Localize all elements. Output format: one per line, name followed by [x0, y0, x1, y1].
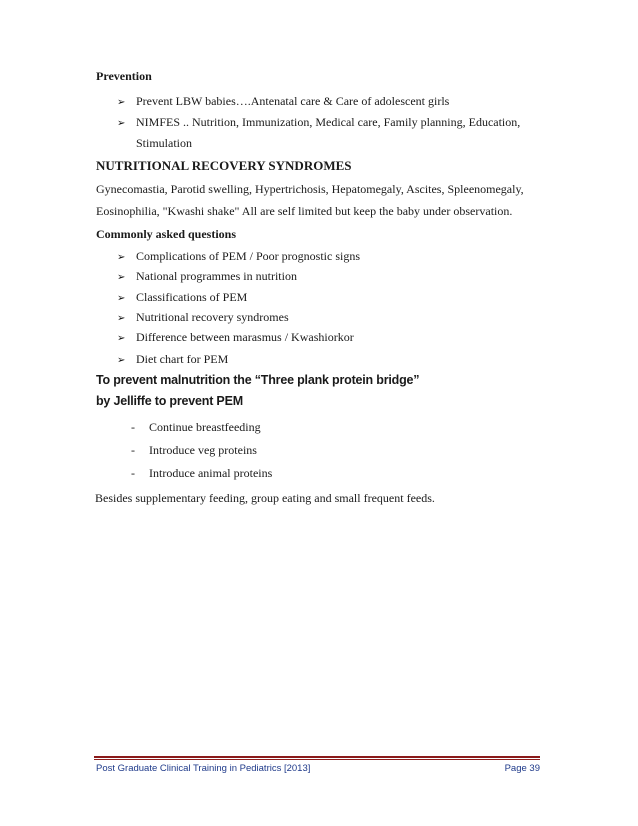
plank-item	[131, 443, 257, 458]
plank-item-text: Introduce veg proteins	[149, 443, 257, 457]
plank-item-text: Introduce animal proteins	[149, 466, 273, 480]
arrow-bullet-icon: ➢	[117, 333, 126, 344]
question-item	[117, 330, 354, 345]
arrow-bullet-icon: ➢	[117, 252, 126, 263]
question-text: Diet chart for PEM	[136, 352, 229, 366]
footer-title: Post Graduate Clinical Training in Pediatrics [2013]	[96, 763, 311, 774]
question-text: Nutritional recovery syndromes	[136, 310, 289, 324]
footer-rule-thin	[94, 759, 540, 760]
plank-item-text: Continue breastfeeding	[149, 420, 261, 434]
question-text: Classifications of PEM	[136, 290, 248, 304]
recovery-heading: NUTRITIONAL RECOVERY SYNDROMES	[96, 158, 352, 173]
prevention-bullet-continuation: Stimulation	[136, 136, 193, 150]
question-item	[117, 290, 247, 305]
prevention-bullet-1	[117, 94, 449, 109]
plank-heading-line-2: by Jelliffe to prevent PEM	[96, 394, 243, 408]
prevention-bullet-text: NIMFES .. Nutrition, Immunization, Medical care, Family planning, Education,	[136, 115, 521, 129]
question-item	[117, 269, 297, 284]
question-item	[117, 249, 360, 264]
dash-marker: -	[131, 466, 135, 480]
prevention-bullet-2	[117, 115, 520, 130]
prevention-bullet-text: Prevent LBW babies….Antenatal care & Care of adolescent girls	[136, 94, 450, 108]
page-number: Page 39	[504, 763, 540, 774]
closing-sentence: Besides supplementary feeding, group eating and small frequent feeds.	[95, 491, 435, 505]
plank-heading-line-1: To prevent malnutrition the “Three plank protein bridge”	[96, 373, 420, 387]
arrow-bullet-icon: ➢	[117, 97, 126, 108]
dash-marker: -	[131, 443, 135, 457]
arrow-bullet-icon: ➢	[117, 355, 126, 366]
recovery-line-2: Eosinophilia, "Kwashi shake" All are self limited but keep the baby under observation.	[96, 204, 513, 218]
question-text: Complications of PEM / Poor prognostic signs	[136, 249, 361, 263]
prevention-heading: Prevention	[96, 69, 152, 83]
question-item	[117, 310, 289, 325]
arrow-bullet-icon: ➢	[117, 313, 126, 324]
arrow-bullet-icon: ➢	[117, 272, 126, 283]
question-item	[117, 352, 228, 367]
questions-heading: Commonly asked questions	[96, 227, 237, 241]
question-text: National programmes in nutrition	[136, 269, 297, 283]
question-text: Difference between marasmus / Kwashiorkor	[136, 330, 354, 344]
plank-item	[131, 466, 272, 481]
recovery-line-1: Gynecomastia, Parotid swelling, Hypertrichosis, Hepatomegaly, Ascites, Spleenomegaly,	[96, 182, 524, 196]
plank-item	[131, 420, 261, 435]
footer-rule	[94, 756, 540, 758]
arrow-bullet-icon: ➢	[117, 293, 126, 304]
arrow-bullet-icon: ➢	[117, 118, 126, 129]
dash-marker: -	[131, 420, 135, 434]
